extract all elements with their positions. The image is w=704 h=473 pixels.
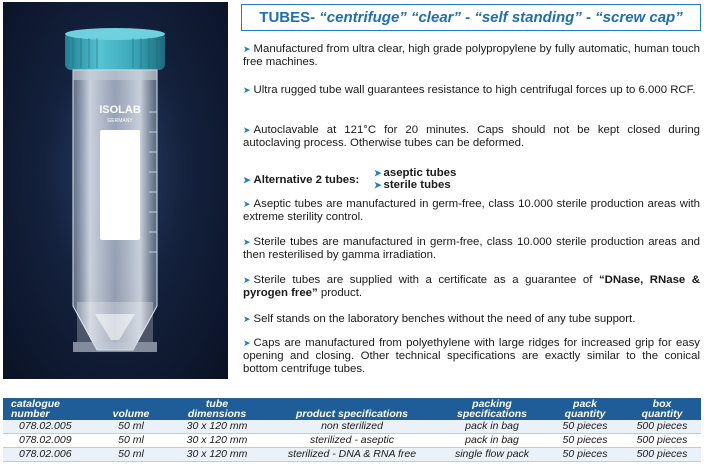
detail-item: ➤ Sterile tubes are supplied with a certificate as a guarantee of “DNase, RNase & pyrogen free” product. [243, 274, 700, 299]
chevron-right-icon: ➤ [243, 44, 251, 54]
volume-cell: 50 ml [95, 434, 167, 448]
detail-item: ➤ Sterile tubes are manufactured in germ-free, class 10.000 sterile production areas and then resterilised by gamma irradiation. [243, 236, 700, 261]
volume-cell: 50 ml [95, 420, 167, 434]
tube-logo: ISOLAB [99, 104, 141, 116]
chevron-right-icon: ➤ [243, 314, 251, 324]
column-header: box quantity [623, 398, 701, 420]
product-spec-cell: sterilized - DNA & RNA free [267, 448, 437, 462]
chevron-right-icon: ➤ [243, 175, 251, 185]
volume-cell: 50 ml [95, 448, 167, 462]
table-row [3, 448, 701, 462]
writing-label-area [100, 130, 140, 240]
chevron-right-icon: ➤ [243, 338, 251, 348]
pack-quantity-cell: 50 pieces [547, 448, 623, 462]
box-quantity-cell: 500 pieces [623, 420, 701, 434]
dimensions-cell: 30 x 120 mm [167, 448, 267, 462]
page-title [241, 4, 701, 31]
column-header: tube dimensions [167, 398, 267, 420]
alternative-option: ➤ aseptic tubes [374, 167, 457, 179]
certificate-highlight: “DNase, RNase & pyrogen free” [243, 274, 700, 299]
centrifuge-tube-illustration [3, 2, 228, 379]
alternative-label: ➤ Alternative 2 tubes: [243, 174, 360, 186]
column-header: catalogue number [3, 398, 95, 420]
table-row [3, 434, 701, 448]
specifications-table [3, 398, 701, 462]
title-subtitle: - “centrifuge” “clear” - “self standing” - “screw cap” [310, 9, 683, 26]
alternative-option: ➤ sterile tubes [374, 179, 451, 191]
product-spec-cell: non sterilized [267, 420, 437, 434]
feature-item: ➤ Manufactured from ultra clear, high grade polypropylene by fully automatic, human touch free machines. [243, 43, 700, 68]
column-header: pack quantity [547, 398, 623, 420]
pack-quantity-cell: 50 pieces [547, 434, 623, 448]
detail-item: ➤ Aseptic tubes are manufactured in germ-free, class 10.000 sterile production areas with extreme sterility control. [243, 198, 700, 223]
chevron-right-icon: ➤ [243, 85, 251, 95]
packing-spec-cell: pack in bag [437, 434, 547, 448]
catalogue-number: 078.02.009 [3, 434, 95, 448]
chevron-right-icon: ➤ [243, 237, 251, 247]
chevron-right-icon: ➤ [374, 168, 382, 178]
tube-logo-subtext: GERMANY [107, 118, 133, 124]
table-header-row [3, 398, 701, 420]
catalogue-number: 078.02.005 [3, 420, 95, 434]
column-header: product specifications [267, 398, 437, 420]
detail-item: ➤ Caps are manufactured from polyethylene with large ridges for increased grip for easy opening and closing. Other technical specifications are exactly similar to the conical bottom centrifuge tubes. [243, 337, 700, 375]
catalogue-number: 078.02.006 [3, 448, 95, 462]
dimensions-cell: 30 x 120 mm [167, 420, 267, 434]
chevron-right-icon: ➤ [243, 275, 251, 285]
box-quantity-cell: 500 pieces [623, 448, 701, 462]
column-header: packing specifications [437, 398, 547, 420]
box-quantity-cell: 500 pieces [623, 434, 701, 448]
column-header: volume [95, 398, 167, 420]
chevron-right-icon: ➤ [243, 199, 251, 209]
product-photo [3, 2, 228, 379]
chevron-right-icon: ➤ [374, 180, 382, 190]
product-spec-cell: sterilized - aseptic [267, 434, 437, 448]
packing-spec-cell: pack in bag [437, 420, 547, 434]
pack-quantity-cell: 50 pieces [547, 420, 623, 434]
title-main: TUBES [259, 9, 311, 26]
dimensions-cell: 30 x 120 mm [167, 434, 267, 448]
chevron-right-icon: ➤ [243, 125, 251, 135]
table-row [3, 420, 701, 434]
feature-item: ➤ Autoclavable at 121°C for 20 minutes. Caps should not be kept closed during autoclaving process. Otherwise tubes can be deformed. [243, 124, 700, 149]
detail-item: ➤ Self stands on the laboratory benches without the need of any tube support. [243, 313, 636, 325]
packing-spec-cell: single flow pack [437, 448, 547, 462]
feature-item: ➤ Ultra rugged tube wall guarantees resistance to high centrifugal forces up to 6.000 RCF. [243, 84, 696, 96]
